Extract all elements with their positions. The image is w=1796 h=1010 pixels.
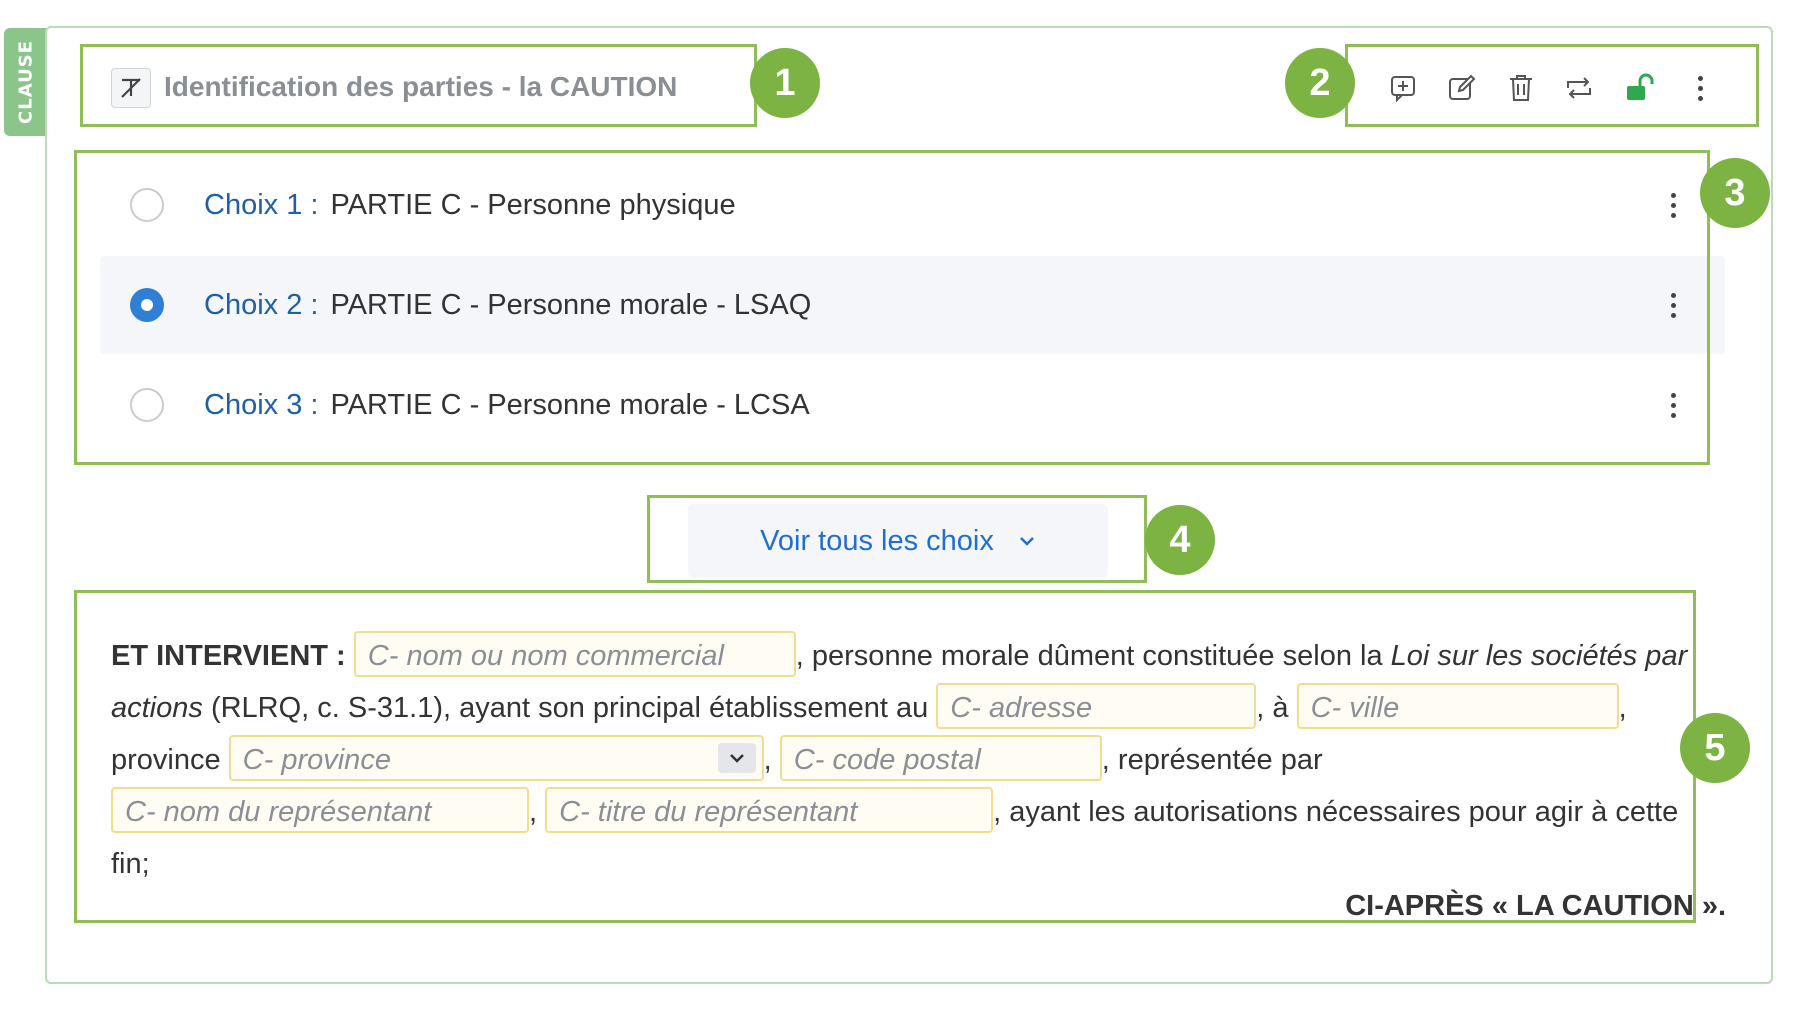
highlight-box-4 xyxy=(647,495,1147,583)
choice-text-3: PARTIE C - Personne morale - LCSA xyxy=(330,388,810,421)
choice-text-1: PARTIE C - Personne physique xyxy=(330,188,736,221)
clause-lead: ET INTERVIENT : xyxy=(111,640,346,672)
badge-2: 2 xyxy=(1285,48,1355,118)
choice-label-2: Choix 2 : xyxy=(204,288,319,321)
clause-text: ET INTERVIENT : C- nom ou nom commercial , personne morale dûment constituée selon la Loi sur les sociétés par actions (RLRQ, c. S-31.1), ayant son principal établissement au C- adresse , à C- ville , province C- province , C- code postal , représentée par C- nom du représentant , C- titre du représentant , ayant les autorisations nécessaires pour agir à cette fin; xyxy=(111,630,1691,890)
address-field[interactable]: C- adresse xyxy=(936,683,1256,729)
law-title-part1: Loi sur les sociétés par xyxy=(1390,640,1688,672)
representative-title-field[interactable]: C- titre du représentant xyxy=(545,787,993,833)
choice-label-3: Choix 3 : xyxy=(204,388,319,421)
clause-ending: , ayant les autorisations nécessaires pour agir à cette xyxy=(993,796,1679,828)
highlight-box-2 xyxy=(1345,44,1759,127)
law-title-part2: actions xyxy=(111,692,203,724)
clause-title: Identification des parties - la CAUTION xyxy=(164,71,678,102)
representative-name-field[interactable]: C- nom du représentant xyxy=(111,787,529,833)
badge-3: 3 xyxy=(1700,158,1770,228)
choice-label-1: Choix 1 : xyxy=(204,188,319,221)
postal-code-field[interactable]: C- code postal xyxy=(780,735,1102,781)
clause-footer: CI-APRÈS « LA CAUTION ». xyxy=(1345,890,1726,922)
highlight-box-1 xyxy=(80,44,757,127)
badge-4: 4 xyxy=(1145,505,1215,575)
see-all-choices-label: Voir tous les choix xyxy=(760,524,994,557)
name-field[interactable]: C- nom ou nom commercial xyxy=(354,631,796,677)
clause-side-tab-label: CLAUSE xyxy=(15,40,37,124)
badge-5: 5 xyxy=(1680,713,1750,783)
city-field[interactable]: C- ville xyxy=(1297,683,1619,729)
badge-1: 1 xyxy=(750,48,820,118)
highlight-box-5 xyxy=(74,590,1696,923)
clause-ending-continued: fin; xyxy=(111,848,150,880)
choice-text-2: PARTIE C - Personne morale - LSAQ xyxy=(330,288,812,321)
law-reference: (RLRQ, c. S-31.1), ayant son principal établissement au xyxy=(202,692,937,724)
highlight-box-3 xyxy=(74,150,1710,465)
clause-side-tab xyxy=(4,28,48,136)
province-select[interactable]: C- province xyxy=(229,735,764,781)
